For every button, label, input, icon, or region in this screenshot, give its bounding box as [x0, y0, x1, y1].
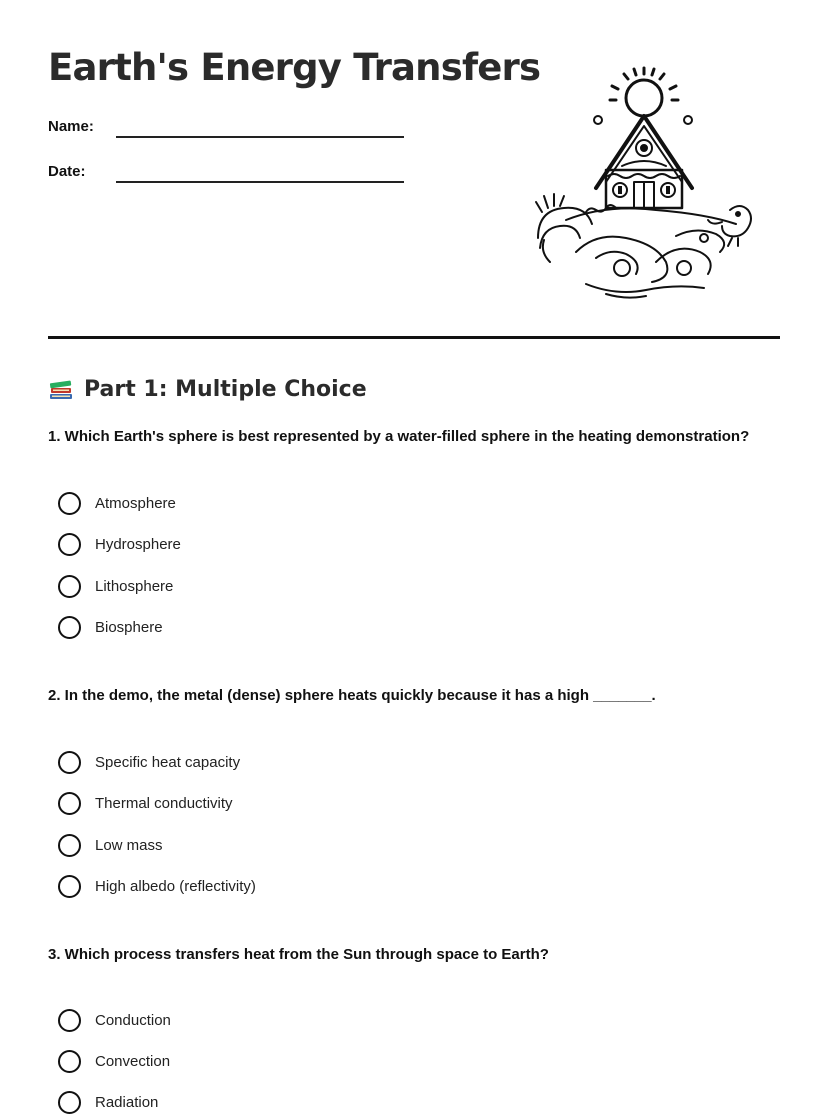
option-lithosphere[interactable] — [58, 573, 173, 599]
radio-button[interactable] — [58, 792, 81, 815]
option-label: Hydrosphere — [95, 535, 181, 553]
option-label: Conduction — [95, 1011, 171, 1029]
radio-button[interactable] — [58, 834, 81, 857]
option-convection[interactable] — [58, 1048, 170, 1074]
radio-button[interactable] — [58, 751, 81, 774]
option-low-mass[interactable] — [58, 832, 163, 858]
date-line[interactable] — [116, 181, 404, 183]
radio-button[interactable] — [58, 616, 81, 639]
radio-button[interactable] — [58, 1009, 81, 1032]
question-text: 3. Which process transfers heat from the Sun through space to Earth? — [48, 946, 549, 963]
date-label: Date: — [48, 163, 86, 180]
option-conduction[interactable] — [58, 1007, 171, 1033]
radio-button[interactable] — [58, 575, 81, 598]
question-text: 2. In the demo, the metal (dense) sphere heats quickly because it has a high _______. — [48, 687, 656, 704]
radio-button[interactable] — [58, 492, 81, 515]
option-label: Lithosphere — [95, 577, 174, 595]
header-divider — [48, 336, 780, 339]
radio-button[interactable] — [58, 1050, 81, 1073]
section-title: Part 1: Multiple Choice — [84, 376, 367, 402]
question-text: 1. Which Earth's sphere is best represented by a water-filled sphere in the heating demonstration? — [48, 428, 750, 445]
radio-button[interactable] — [58, 533, 81, 556]
house-sun-waves-illustration — [526, 62, 762, 302]
radio-button[interactable] — [58, 875, 81, 898]
section-heading — [48, 374, 367, 404]
name-label: Name: — [48, 118, 94, 135]
option-high-albedo[interactable] — [58, 873, 256, 899]
option-thermal-conductivity[interactable] — [58, 790, 233, 816]
worksheet-title: Earth's Energy Transfers — [48, 46, 541, 89]
option-label: Atmosphere — [95, 494, 176, 512]
option-radiation[interactable] — [58, 1089, 158, 1115]
option-hydrosphere[interactable] — [58, 531, 181, 557]
option-label: Convection — [95, 1052, 171, 1070]
option-label: Thermal conductivity — [95, 794, 233, 812]
radio-button[interactable] — [58, 1091, 81, 1114]
option-atmosphere[interactable] — [58, 490, 176, 516]
option-biosphere[interactable] — [58, 614, 163, 640]
option-label: Low mass — [95, 836, 163, 854]
option-label: Radiation — [95, 1093, 159, 1111]
option-specific-heat-capacity[interactable] — [58, 749, 240, 775]
option-label: Biosphere — [95, 618, 163, 636]
option-label: Specific heat capacity — [95, 753, 241, 771]
option-label: High albedo (reflectivity) — [95, 877, 256, 895]
books-icon — [48, 376, 74, 402]
name-line[interactable] — [116, 136, 404, 138]
